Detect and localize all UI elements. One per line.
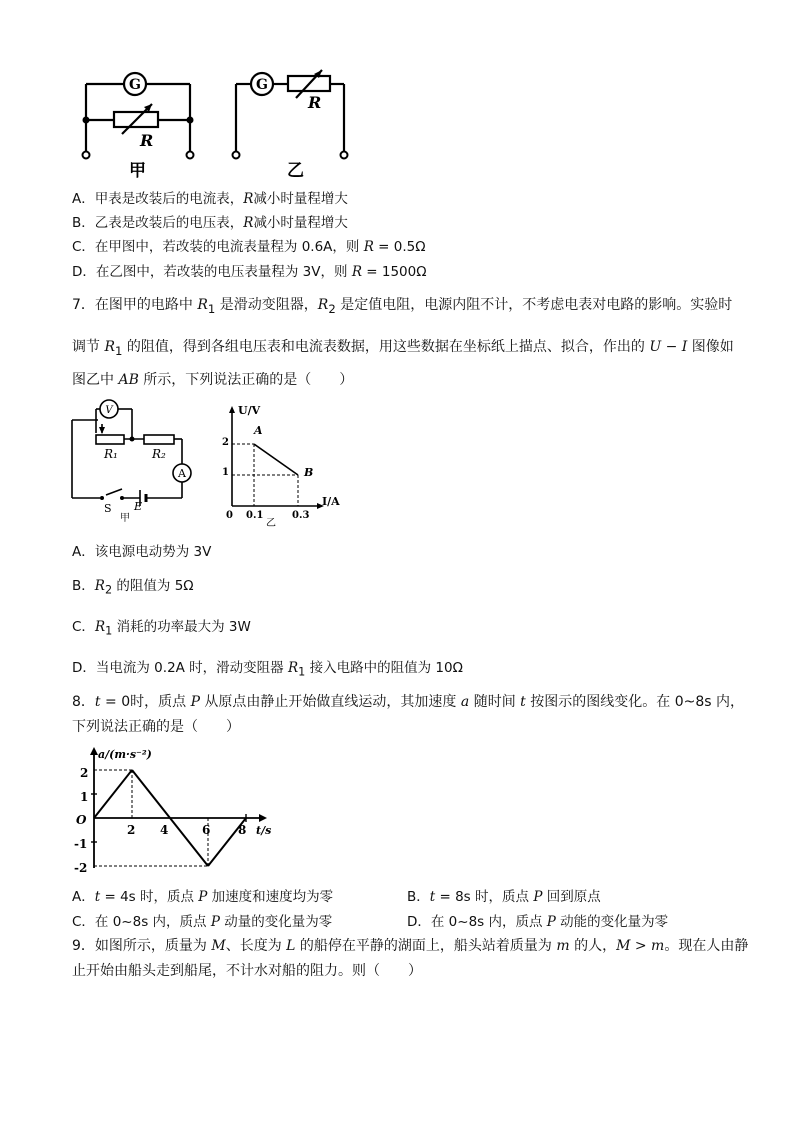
x-tick-6: 6 [202,823,211,837]
q7-stem-line3: 图乙中 AB 所示，下列说法正确的是（ ） [72,372,354,388]
q6-circuit-figure [72,62,362,182]
series-segment-1 [132,770,170,818]
option-text: A．甲表是改装后的电流表， [72,191,244,207]
q7-option-c[interactable]: C．$R_1$ 消耗的功率最大为 3W [72,619,251,638]
q7-stem-line2: 调节 $R_1$ 的阻值，得到各组电压表和电流表数据，用这些数据在坐标纸上描点、拟合，作出的 U − I 图像如 [72,339,734,358]
graph-caption: 乙 [266,518,276,529]
var-r: R [243,191,254,207]
r2-label: R₂ [152,447,166,461]
q6-option-a[interactable] [72,189,348,209]
q8-option-a[interactable]: A．t = 4s 时，质点 P 加速度和速度均为零 [72,889,334,905]
origin-label: 0 [226,510,233,521]
var-r: R [351,264,362,280]
caption-jia: 甲 [129,161,146,181]
option-text: D．在乙图中，若改装的电压表量程为 3V，则 [72,264,352,280]
origin-o-label: O [76,813,87,827]
q7-option-d[interactable]: D．当电流为 0.2A 时，滑动变阻器 $R_1$ 接入电路中的阻值为 10Ω [72,660,463,679]
q7-option-a[interactable] [72,542,211,562]
galvanometer-label-jia: G [129,77,141,93]
q9-stem-line2: 止开始由船头走到船尾，不计水对船的阻力。则（ ） [72,963,422,979]
var-r: R [243,215,254,231]
y-tick-2: 2 [80,766,89,780]
q7-stem-line1: 7．在图甲的电路中 $R_1$ 是滑动变阻器，$R_2$ 是定值电阻，电源内阻不计，不考虑电表对电路的影响。实验时 [72,297,733,316]
q7-ui-graph [218,402,348,528]
ammeter-label: A [178,467,186,480]
u-axis-label: U/V [238,404,261,417]
option-text: B．乙表是改装后的电压表， [72,215,244,231]
q7-option-b[interactable]: B．$R_2$ 的阻值为 5Ω [72,578,194,597]
ab-segment [254,444,298,475]
x-tick-4: 4 [160,823,169,837]
q7-circuit-figure [68,398,198,524]
i-axis-label: I/A [322,495,340,508]
q8-stem-line1: 8．t = 0时，质点 P 从原点由静止开始做直线运动，其加速度 a 随时间 t 按图示的图线变化。在 0~8s 内， [72,694,744,710]
q8-option-b[interactable]: B．t = 8s 时，质点 P 回到原点 [407,889,601,905]
a-axis-label: a/(m·s⁻²) [98,748,152,761]
resistor-label-jia: R [140,131,154,150]
x-tick-2: 2 [127,823,136,837]
option-text: C．在甲图中，若改装的电流表量程为 0.6A，则 [72,239,364,255]
galvanometer-label-yi: G [256,77,268,93]
caption-yi: 乙 [287,161,304,181]
q8-acceleration-chart [74,744,284,874]
r1-label: R₁ [104,447,118,461]
option-text: 减小时量程增大 [253,215,348,231]
q9-stem-line1: 9．如图所示，质量为 M、长度为 L 的船停在平静的湖面上，船头站着质量为 m 的人，M > m。现在人由静 [72,938,749,954]
emf-label: E [134,500,143,513]
x-tick-8: 8 [238,823,247,837]
resistor-label-yi: R [308,93,322,112]
q8-stem-line2: 下列说法正确的是（ ） [72,719,240,735]
y-tick-1: 1 [222,467,229,478]
x-tick-0.3: 0.3 [292,510,310,521]
q8-option-d[interactable]: D．在 0~8s 内，质点 P 动能的变化量为零 [407,914,669,930]
x-tick-0.1: 0.1 [246,510,264,521]
q6-option-c[interactable] [72,237,426,257]
y-tick-1: 1 [80,790,89,804]
point-b-label: B [304,466,314,479]
q6-option-b[interactable] [72,213,348,233]
series-segment-0 [94,770,132,818]
y-tick-2: 2 [222,437,229,448]
voltmeter-label: V [105,405,113,416]
option-text: = 1500Ω [361,264,427,280]
switch-label: S [104,502,112,515]
q6-option-d[interactable] [72,262,427,282]
option-text: = 0.5Ω [373,239,426,255]
y-tick-neg1: -1 [74,837,88,851]
option-text: 减小时量程增大 [253,191,348,207]
q8-option-c[interactable]: C．在 0~8s 内，质点 P 动量的变化量为零 [72,914,333,930]
circuit-caption: 甲 [120,513,130,524]
option-text: A．该电源电动势为 3V [72,544,212,560]
y-tick-neg2: -2 [74,861,88,875]
t-axis-label: t/s [256,824,272,837]
point-a-label: A [254,424,263,437]
var-r: R [363,239,374,255]
